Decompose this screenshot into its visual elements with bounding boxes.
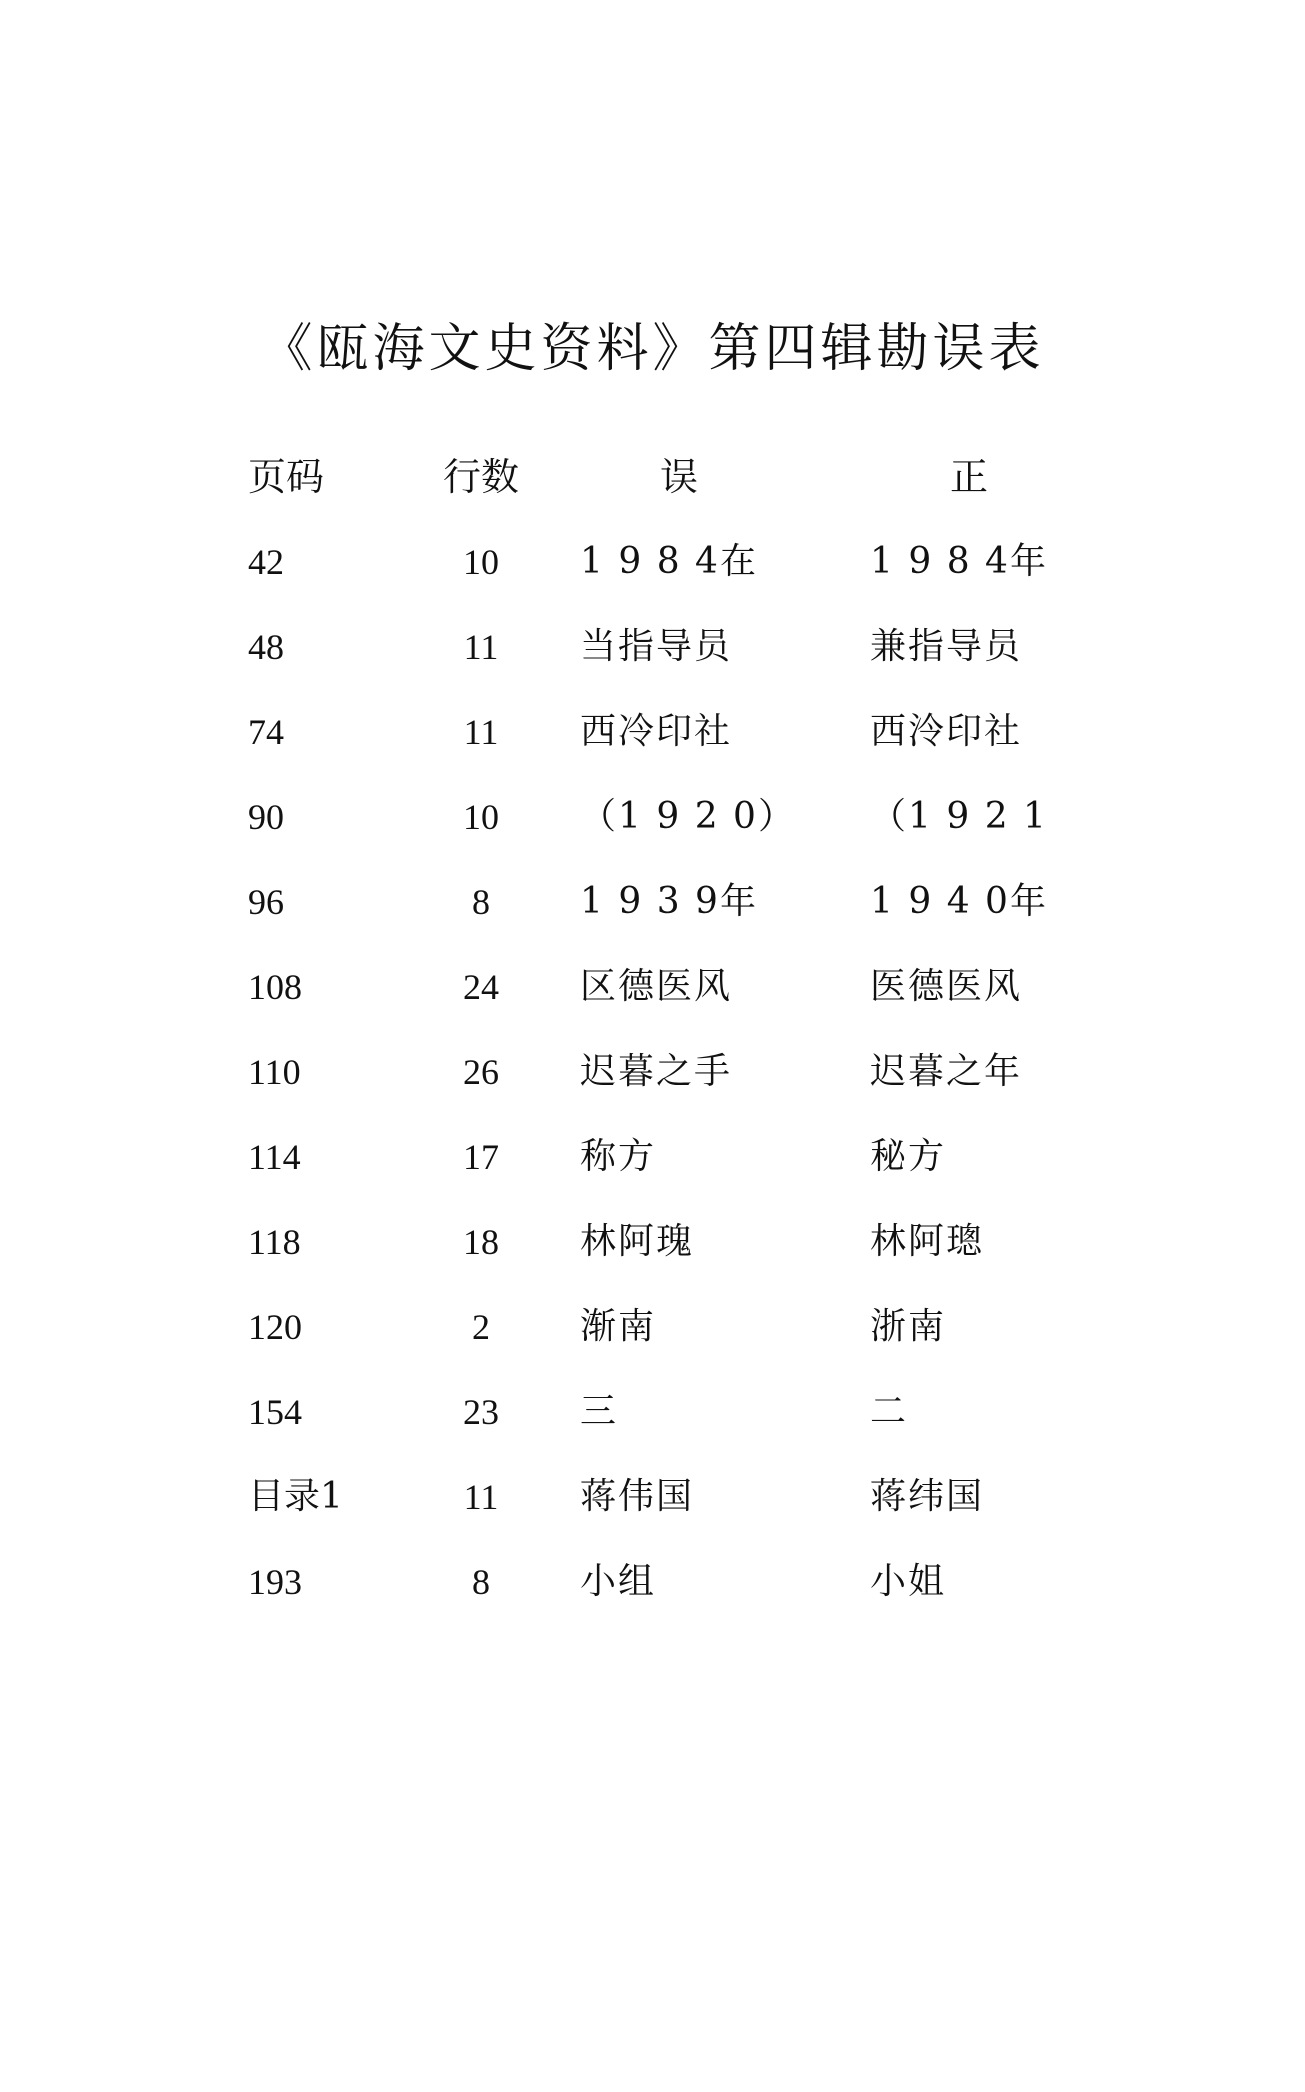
table-row <box>0 1552 1305 1612</box>
table-row <box>0 702 1305 762</box>
table-header <box>0 447 1305 507</box>
header-right: 正 <box>950 455 991 499</box>
table-row <box>0 787 1305 847</box>
row-wrong: 三 <box>580 1391 619 1432</box>
header-wrong: 误 <box>660 455 701 499</box>
row-page: 193 <box>248 1562 302 1602</box>
row-right: 小姐 <box>870 1561 947 1602</box>
row-line: 2 <box>472 1307 490 1347</box>
row-line: 8 <box>472 1562 490 1602</box>
row-right: 1 9 8 4年 <box>870 541 1048 582</box>
row-line: 17 <box>463 1137 499 1177</box>
row-page: 48 <box>248 627 284 667</box>
row-wrong: 林阿瑰 <box>580 1221 695 1262</box>
row-page: 96 <box>248 882 284 922</box>
row-right: 医德医风 <box>870 966 1023 1007</box>
table-row <box>0 1212 1305 1272</box>
row-page: 118 <box>248 1222 301 1262</box>
row-wrong: 小组 <box>580 1561 657 1602</box>
table-row <box>0 532 1305 592</box>
row-wrong: 西冷印社 <box>580 711 733 752</box>
row-wrong: 称方 <box>580 1136 657 1177</box>
row-right: 西泠印社 <box>870 711 1023 752</box>
row-page: 114 <box>248 1137 301 1177</box>
row-page: 目录1 <box>248 1476 343 1517</box>
row-line: 18 <box>463 1222 499 1262</box>
row-page: 90 <box>248 797 284 837</box>
row-page: 42 <box>248 542 284 582</box>
row-line: 10 <box>463 542 499 582</box>
header-page: 页码 <box>248 455 325 499</box>
row-page: 108 <box>248 967 302 1007</box>
row-wrong: 渐南 <box>580 1306 657 1347</box>
row-wrong: 迟暮之手 <box>580 1051 733 1092</box>
row-wrong: （1 9 2 0） <box>580 796 796 837</box>
row-line: 11 <box>463 627 499 667</box>
row-page: 74 <box>248 712 284 752</box>
table-row <box>0 957 1305 1017</box>
row-wrong: 1 9 8 4在 <box>580 541 758 582</box>
table-row <box>0 1467 1305 1527</box>
row-right: 1 9 4 0年 <box>870 881 1048 922</box>
table-row <box>0 872 1305 932</box>
row-line: 8 <box>472 882 490 922</box>
row-line: 11 <box>463 712 499 752</box>
row-line: 26 <box>463 1052 499 1092</box>
row-right: 林阿璁 <box>870 1221 985 1262</box>
row-line: 11 <box>463 1477 499 1517</box>
row-wrong: 区德医风 <box>580 966 733 1007</box>
header-line: 行数 <box>442 455 519 499</box>
table-row <box>0 1297 1305 1357</box>
row-right: 迟暮之年 <box>870 1051 1023 1092</box>
table-row <box>0 1042 1305 1102</box>
row-right: 秘方 <box>870 1136 947 1177</box>
row-wrong: 蒋伟国 <box>580 1476 695 1517</box>
row-page: 154 <box>248 1392 302 1432</box>
table-row <box>0 617 1305 677</box>
row-right: 兼指导员 <box>870 626 1023 667</box>
row-right: 浙南 <box>870 1306 947 1347</box>
row-line: 23 <box>463 1392 499 1432</box>
page-title: 《瓯海文史资料》第四辑勘误表 <box>260 319 1045 379</box>
table-row <box>0 1382 1305 1442</box>
row-line: 24 <box>463 967 499 1007</box>
row-right: 二 <box>870 1391 909 1432</box>
row-line: 10 <box>463 797 499 837</box>
table-row <box>0 1127 1305 1187</box>
row-page: 120 <box>248 1307 302 1347</box>
row-right: 蒋纬国 <box>870 1476 985 1517</box>
row-wrong: 1 9 3 9年 <box>580 881 758 922</box>
row-wrong: 当指导员 <box>580 626 733 667</box>
row-right: （1 9 2 1 <box>870 796 1048 837</box>
row-page: 110 <box>248 1052 301 1092</box>
